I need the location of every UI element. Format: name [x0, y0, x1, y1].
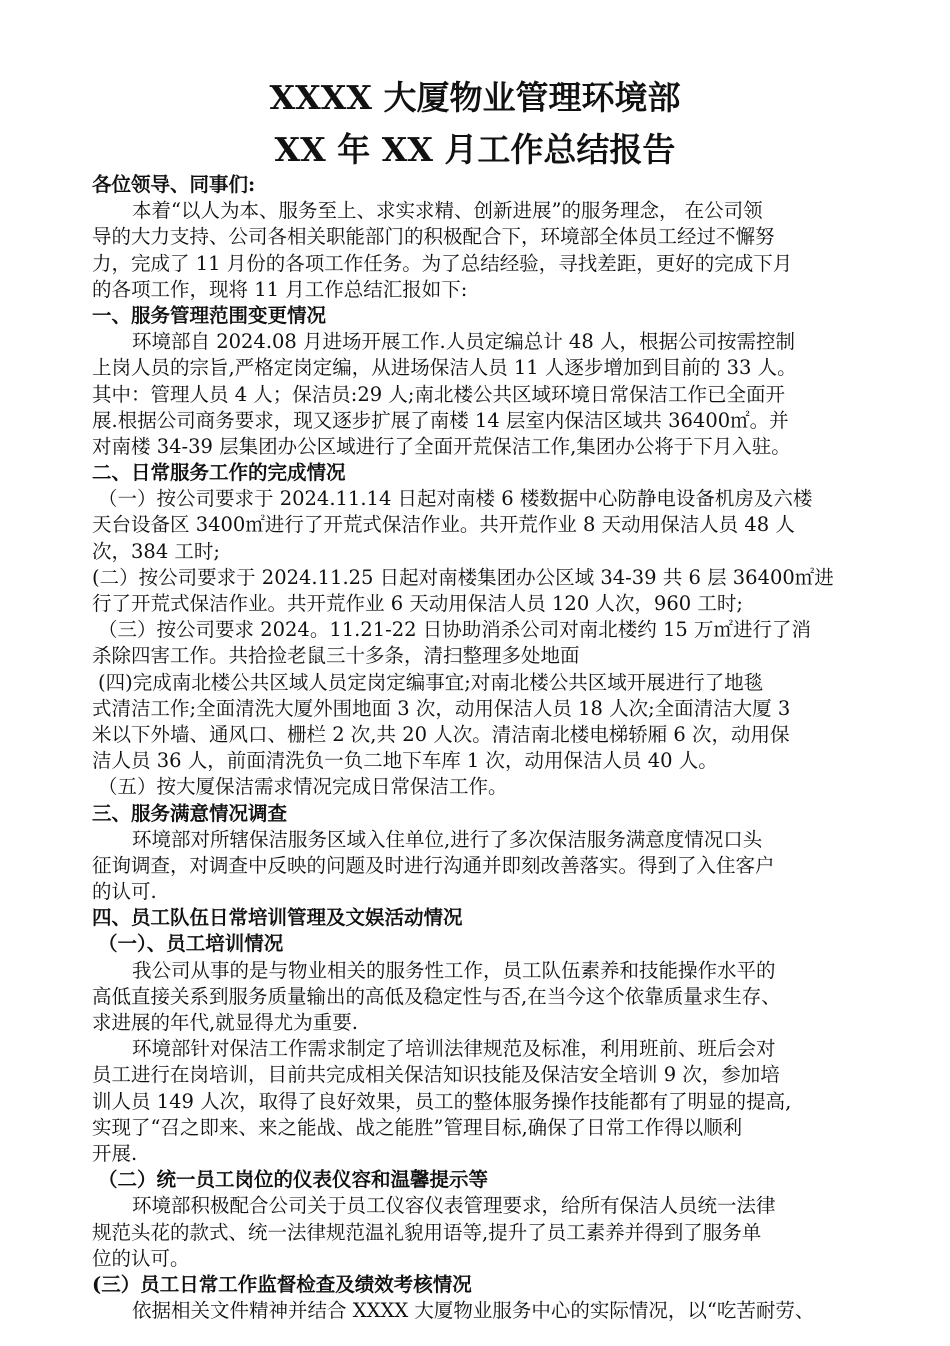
section-heading: 二、日常服务工作的完成情况 — [92, 461, 346, 485]
text-line: 征询调查，对调查中反映的问题及时进行沟通并即刻改善落实。得到了入住客户 — [92, 853, 775, 877]
section-heading: 三、服务满意情况调查 — [92, 801, 288, 825]
text-line: 洁人员 36 人，前面清洗负一负二地下车库 1 次，动用保洁人员 40 人。 — [92, 749, 718, 773]
text-line: 式清洁工作;全面清洗大厦外围地面 3 次，动用保洁人员 18 人次;全面清洁大厦 3 — [92, 696, 791, 720]
text-line: （一）按公司要求于 2024.11.14 日起对南楼 6 楼数据中心防静电设备机房及六楼 — [98, 487, 813, 511]
text-line: 展.根据公司商务要求，现又逐步扩展了南楼 14 层室内保洁区域共 36400㎡。并 — [92, 408, 789, 432]
text-line: （五）按大厦保洁需求情况完成日常保洁工作。 — [98, 775, 508, 799]
text-line: 上岗人员的宗旨,严格定岗定编，从进场保洁人员 11 人逐步增加到目前的 33 人。 — [92, 356, 797, 380]
text-line: 对南楼 34-39 层集团办公区域进行了全面开荒保洁工作,集团办公将于下月入驻。 — [92, 434, 791, 458]
text-line: 本着“以人为本、服务至上、求实求精、创新进展”的服务理念， 在公司领 — [132, 199, 763, 223]
section-heading: (三）员工日常工作监督检查及绩效考核情况 — [92, 1272, 472, 1296]
text-line: 规范头花的款式、统一法律规范温礼貌用语等,提升了员工素养并得到了服务单 — [92, 1220, 762, 1244]
text-line: 开展. — [92, 1141, 138, 1165]
text-line: 训人员 149 人次，取得了良好效果，员工的整体服务操作技能都有了明显的提高, — [92, 1089, 792, 1113]
text-line: (二）按公司要求于 2024.11.25 日起对南楼集团办公区域 34-39 共 6 层 36400㎡进 — [92, 565, 834, 589]
text-line: 我公司从事的是与物业相关的服务性工作，员工队伍素养和技能操作水平的 — [132, 958, 776, 982]
document-title-line2: XX 年 XX 月工作总结报告 — [274, 130, 676, 169]
text-line: 其中：管理人员 4 人；保洁员:29 人;南北楼公共区域环境日常保洁工作已全面开 — [92, 382, 785, 406]
text-line: 的各项工作，现将 11 月工作总结汇报如下: — [92, 277, 468, 301]
text-line: (四)完成南北楼公共区域人员定岗定编事宜;对南北楼公共区域开展进行了地毯 — [98, 670, 764, 694]
section-heading: 一、服务管理范围变更情况 — [92, 303, 327, 327]
text-line: 高低直接关系到服务质量输出的高低及稳定性与否,在当今这个依靠质量求生存、 — [92, 984, 781, 1008]
text-line: 米以下外墙、通风口、栅栏 2 次,共 20 人次。清洁南北楼电梯轿厢 6 次，动用保 — [92, 722, 790, 746]
text-line: 力，完成了 11 月份的各项工作任务。为了总结经验，寻找差距，更好的完成下月 — [92, 251, 793, 275]
text-line: 环境部针对保洁工作需求制定了培训法律规范及标准，利用班前、班后会对 — [132, 1037, 776, 1061]
text-line: 杀除四害工作。共拾捡老鼠三十多条，清扫整理多处地面 — [92, 644, 580, 668]
text-line: （三）按公司要求 2024。11.21-22 日协助消杀公司对南北楼约 15 万㎡进行了消 — [98, 618, 811, 642]
text-line: 位的认可。 — [92, 1246, 190, 1270]
document-title-line1: XXXX 大厦物业管理环境部 — [269, 78, 681, 117]
text-line: 实现了“召之即来、来之能战、战之能胜”管理目标,确保了日常工作得以顺利 — [92, 1115, 743, 1139]
section-heading: （二）统一员工岗位的仪表仪容和温馨提示等 — [98, 1168, 489, 1192]
section-heading: 各位领导、同事们: — [92, 173, 256, 196]
text-line: 求进展的年代,就显得尤为重要. — [92, 1011, 358, 1034]
text-line: 导的大力支持、公司各相关职能部门的积极配合下，环境部全体员工经过不懈努 — [92, 225, 775, 249]
text-line: 环境部积极配合公司关于员工仪容仪表管理要求，给所有保洁人员统一法律 — [132, 1194, 776, 1218]
text-line: 的认可. — [92, 880, 157, 904]
text-line: 依据相关文件精神并结合 XXXX 大厦物业服务中心的实际情况，以“吃苦耐劳、 — [132, 1299, 815, 1323]
text-line: 行了开荒式保洁作业。共开荒作业 6 天动用保洁人员 120 人次，960 工时; — [92, 592, 743, 615]
text-line: 天台设备区 3400㎡进行了开荒式保洁作业。共开荒作业 8 天动用保洁人员 48 人 — [92, 513, 795, 537]
text-line: 环境部自 2024.08 月进场开展工作.人员定编总计 48 人，根据公司按需控制 — [132, 330, 795, 354]
text-line: 员工进行在岗培训，目前共完成相关保洁知识技能及保洁安全培训 9 次，参加培 — [92, 1063, 780, 1087]
text-line: 环境部对所辖保洁服务区域入住单位,进行了多次保洁服务满意度情况口头 — [132, 827, 763, 851]
document-body — [92, 172, 892, 1324]
text-line: 次，384 工时; — [92, 539, 220, 563]
section-heading: 四、员工队伍日常培训管理及文娱活动情况 — [92, 906, 463, 930]
section-heading: （一）、员工培训情况 — [98, 932, 284, 956]
